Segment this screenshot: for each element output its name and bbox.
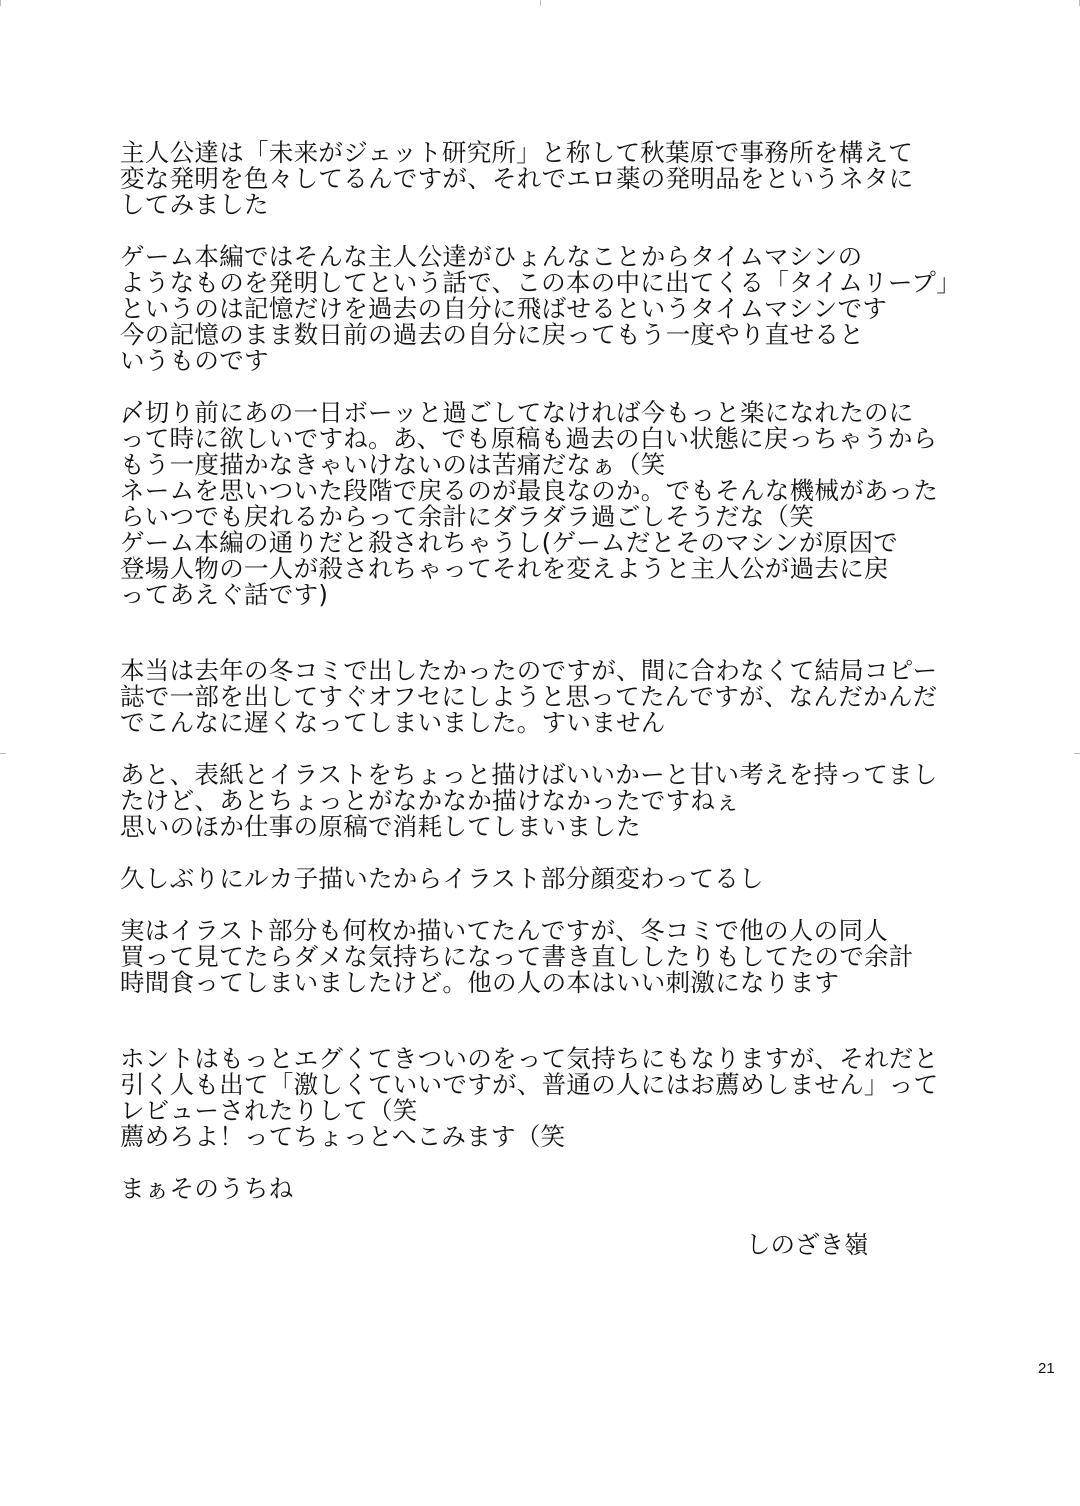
crop-mark [0,753,6,754]
paragraph-gap [120,840,980,866]
text-line: もう一度描かなきゃいけないのは苦痛だなぁ（笑 [120,450,666,479]
crop-mark [540,0,541,6]
text-line: 時間食ってしまいましたけど。他の人の本はいい刺激になります [120,968,840,997]
paragraph [120,140,980,218]
text-line: 本当は去年の冬コミで出したかったのですが、間に合わなくて結局コピー [120,656,938,685]
paragraph-gap [120,892,980,918]
paragraph [120,658,980,736]
text-line: 今の記憶のまま数日前の過去の自分に戻ってもう一度やり直せると [120,320,864,349]
paragraph-gap [120,218,980,244]
text-line: 登場人物の一人が殺されちゃってそれを変えようと主人公が過去に戻 [120,554,889,583]
afterword-body [120,140,980,1202]
paragraph-gap [120,996,980,1046]
text-line: ホントはもっとエグくてきついのをって気持ちにもなりますが、それだと [120,1044,939,1073]
paragraph [120,918,980,996]
author-signature: しのざき嶺 [746,1230,869,1259]
text-line: 久しぶりにルカ子描いたからイラスト部分顔変わってるし [120,864,764,893]
paragraph [120,762,980,840]
text-line: ゲーム本編ではそんな主人公達がひょんなことからタイムマシンの [120,242,863,271]
paragraph-gap [120,736,980,762]
paragraph-gap [120,374,980,400]
text-line: って時に欲しいですね。あ、でも原稿も過去の白い状態に戻っちゃうから [120,424,938,453]
text-line: でこんなに遅くなってしまいました。すいません [120,708,666,737]
text-line: ネームを思いついた段階で戻るのが最良なのか。でもそんな機械があった [120,476,939,505]
paragraph [120,866,980,892]
crop-mark [0,0,1,6]
text-line: 思いのほか仕事の原稿で消耗してしまいました [120,812,641,841]
text-line: 変な発明を色々してるんですが、それでエロ薬の発明品をというネタに [120,164,914,193]
text-line: 薦めろよ！ってちょっとへこみます（笑 [120,1122,566,1151]
text-line: いうものです [120,346,269,375]
crop-mark [1074,753,1080,754]
paragraph-gap [120,1150,980,1176]
text-line: らいつでも戻れるからって余計にダラダラ過ごしそうだな（笑 [120,502,815,531]
paragraph-gap [120,608,980,658]
text-line: あと、表紙とイラストをちょっと描けばいいかーと甘い考えを持ってまし [120,760,938,789]
paragraph [120,400,980,608]
text-line: 引く人も出て「激しくていいですが、普通の人にはお薦めしません」って [120,1070,939,1099]
text-line: というのは記憶だけを過去の自分に飛ばせるというタイムマシンです [120,294,888,323]
text-line: レビューされたりして（笑 [120,1096,418,1125]
text-line: 誌で一部を出してすぐオフセにしようと思ってたんですが、なんだかんだ [120,682,938,711]
text-line: 実はイラスト部分も何枚か描いてたんですが、冬コミで他の人の同人 [120,916,889,945]
text-line: 主人公達は「未来がジェット研究所」と称して秋葉原で事務所を構えて [120,138,914,167]
paragraph [120,244,980,374]
text-line: 買って見てたらダメな気持ちになって書き直ししたりもしてたので余計 [120,942,914,971]
paragraph [120,1176,980,1202]
text-line: ゲーム本編の通りだと殺されちゃうし(ゲームだとそのマシンが原因で [120,528,899,557]
text-line: ようなものを発明してという話で、この本の中に出てくる「タイムリープ」 [120,268,961,297]
page-number: 21 [1038,1360,1055,1377]
text-line: 〆切り前にあの一日ボーッと過ごしてなければ今もっと楽になれたのに [120,398,914,427]
text-line: してみました [120,190,269,219]
text-line: ってあえぐ話です) [120,580,329,609]
paragraph [120,1046,980,1150]
text-line: たけど、あとちょっとがなかなか描けなかったですねぇ [120,786,740,815]
text-line: まぁそのうちね [120,1174,294,1203]
